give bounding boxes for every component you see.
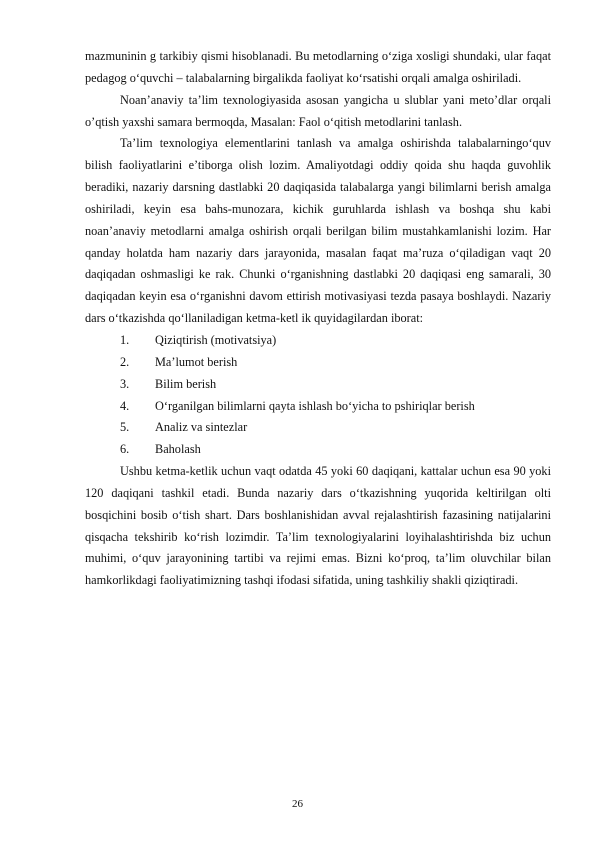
paragraph-continuation: mazmuninin g tarkibiy qismi hisoblanadi. Bu metodlarning o‘ziga xosligi shundaki, ular faqat pedagog o‘quvchi – talabalarning birgalikda faoliyat ko‘rsatishi orqali amalga oshiriladi.: [85, 49, 551, 85]
list-item-number: 4.: [120, 398, 130, 413]
paragraph-noananaviy: Noan’anaviy ta’lim texnologiyasida asosan yangicha u slublar yani meto’dlar orqali o’qtish yaxshi samara bermoqda, Masalan: Faol o‘qitish metodlarini tanlash.: [85, 92, 551, 129]
list-item: [85, 374, 551, 396]
list-item: [85, 417, 551, 439]
list-item-text: O‘rganilgan bilimlarni qayta ishlash bo‘yicha to pshiriqlar berish: [155, 398, 475, 413]
list-item-text: Baholash: [155, 442, 201, 457]
list-item-number: 6.: [120, 442, 130, 457]
stages-list: [85, 330, 551, 461]
list-item: [85, 352, 551, 374]
list-item-text: Ma’lumot berish: [155, 354, 238, 369]
list-item-number: 2.: [120, 354, 130, 369]
page-number: 26: [292, 798, 303, 810]
list-item-text: Qiziqtirish (motivatsiya): [155, 332, 277, 347]
list-item: [85, 396, 551, 418]
list-item-number: 5.: [120, 420, 130, 435]
paragraph-talim-texnologiya: Ta’lim texnologiya elementlarini tanlash va amalga oshirishda talabalarningo‘quv bilish faoliyatlarini e’tiborga olish lozim. Amaliyotdagi oddiy qoida shu haqda guvohlik beradiki, nazariy darsning dastlabki 20 daqiqasida talabalarga yangi bilimlarni berish amalga oshiriladi, keyin esa bahs-munozara, kichik guruhlarda ishlash va boshqa shu kabi noan’anaviy metodlarni amalga oshirish orqali berilgan bilim mustahkamlanishi lozim. Har qanday holatda ham nazariy dars jarayonida, masalan faqat ma’ruza o‘qiladigan vaqt 20 daqiqadan oshmasligi ke rak. Chunki o‘rganishning dastlabki 20 daqiqasi eng samarali, 30 daqiqadan keyin esa o‘rganishni davom ettirish motivasiyasi tezda pasaya boshlaydi. Nazariy dars o‘tkazishda qo‘llaniladigan ketma-ketl ik quyidagilardan iborat:: [85, 136, 551, 326]
list-item-text: Analiz va sintezlar: [155, 420, 248, 435]
list-item: [85, 439, 551, 461]
document-page: [85, 46, 551, 592]
list-item: [85, 330, 551, 352]
list-item-text: Bilim berish: [155, 376, 217, 391]
paragraph-ushbu-ketma-ketlik: Ushbu ketma-ketlik uchun vaqt odatda 45 yoki 60 daqiqani, kattalar uchun esa 90 yoki 120 daqiqani tashkil etadi. Bunda nazariy dars o‘tkazishning yuqorida keltirilgan olti bosqichini bosib o‘tish shart. Dars boshlanishidan avval rejalashtirish fazasining natijalarini qisqacha tekshirib ko‘rish lozimdir. Ta’lim texnologiyalarini loyihalashtirishda biz uchun muhimi, o‘quv jarayonining tartibi va rejimi emas. Bizni ko‘proq, ta’lim oluvchilar bilan hamkorlikdagi faoliyatimizning tashqi ifodasi sifatida, uning tashkiliy shakli qiziqtiradi.: [85, 464, 551, 588]
list-item-number: 3.: [120, 376, 130, 391]
list-item-number: 1.: [120, 332, 130, 347]
